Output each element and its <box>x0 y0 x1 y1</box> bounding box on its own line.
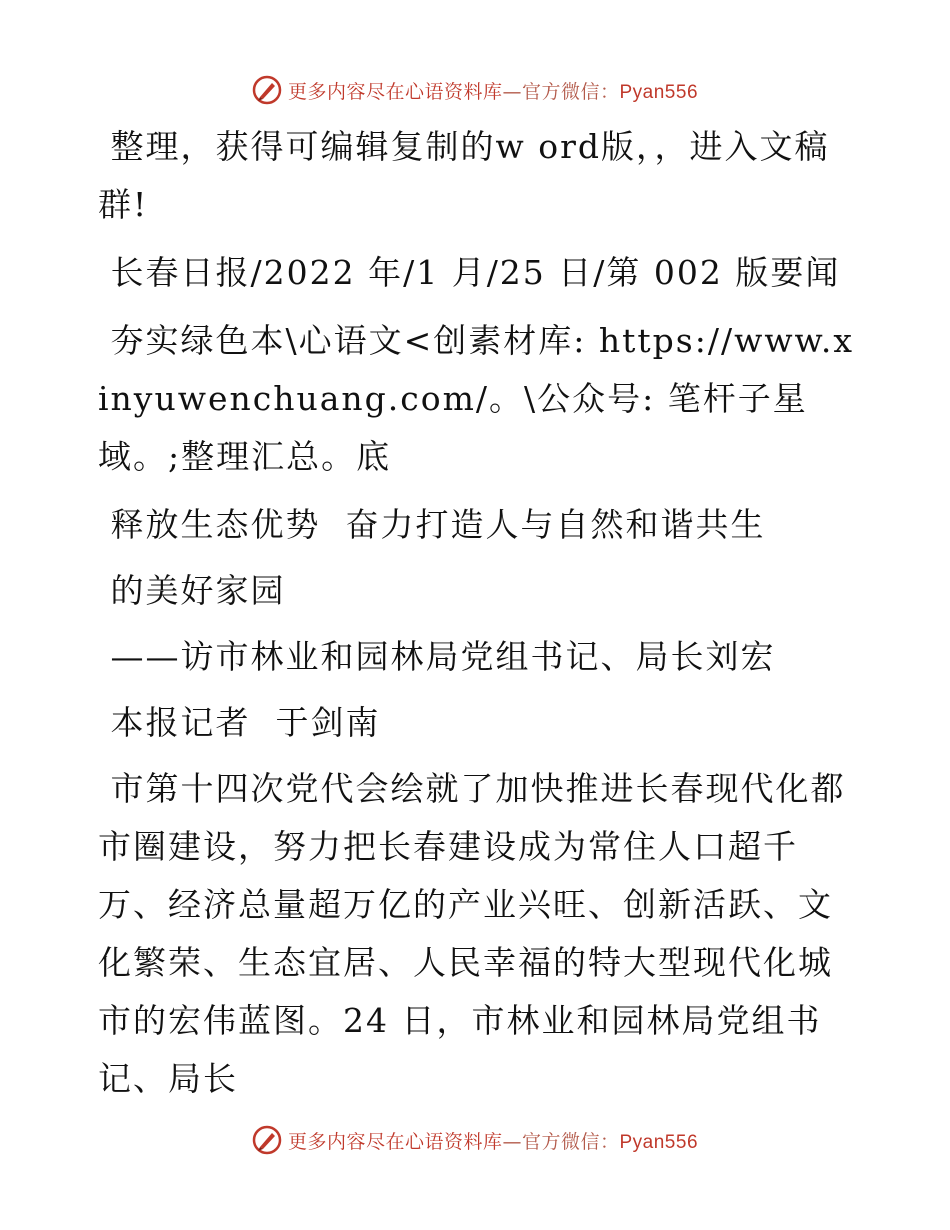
banner-text: 更多内容尽在心语资料库—官方微信：Pyan556 <box>287 80 699 103</box>
banner-text: 更多内容尽在心语资料库—官方微信：Pyan556 <box>287 1130 699 1153</box>
paragraph-watermark-note: 夯实绿色本\心语文<创素材库: https://www.xinyuwenchuang.com/。\公众号: 笔杆子星域。;整理汇总。底 <box>98 321 854 476</box>
article-subtitle: ——访市林业和园林局党组书记、局长刘宏 <box>98 637 776 676</box>
article-title-line-1: 释放生态优势 奋力打造人与自然和谐共生 <box>98 505 766 544</box>
footer-watermark-banner <box>0 1120 950 1160</box>
paragraph-source: 长春日报/2022 年/1 月/25 日/第 002 版要闻 <box>98 253 841 292</box>
pen-logo-icon <box>252 75 282 105</box>
article-byline: 本报记者 于剑南 <box>98 703 381 742</box>
article-title-line-2: 的美好家园 <box>98 571 286 610</box>
header-watermark-banner <box>0 70 950 110</box>
document-body <box>98 118 858 1118</box>
pen-logo-icon <box>252 1125 282 1155</box>
article-body-paragraph: 市第十四次党代会绘就了加快推进长春现代化都市圈建设，努力把长春建设成为常住人口超千万、经济总量超万亿的产业兴旺、创新活跃、文化繁荣、生态宜居、人民幸福的特大型现代化城市的宏伟蓝图。24 日，市林业和园林局党组书记、局长 <box>98 769 846 1098</box>
paragraph-intro: 整理，获得可编辑复制的w ord版，，进入文稿群! <box>98 127 830 224</box>
